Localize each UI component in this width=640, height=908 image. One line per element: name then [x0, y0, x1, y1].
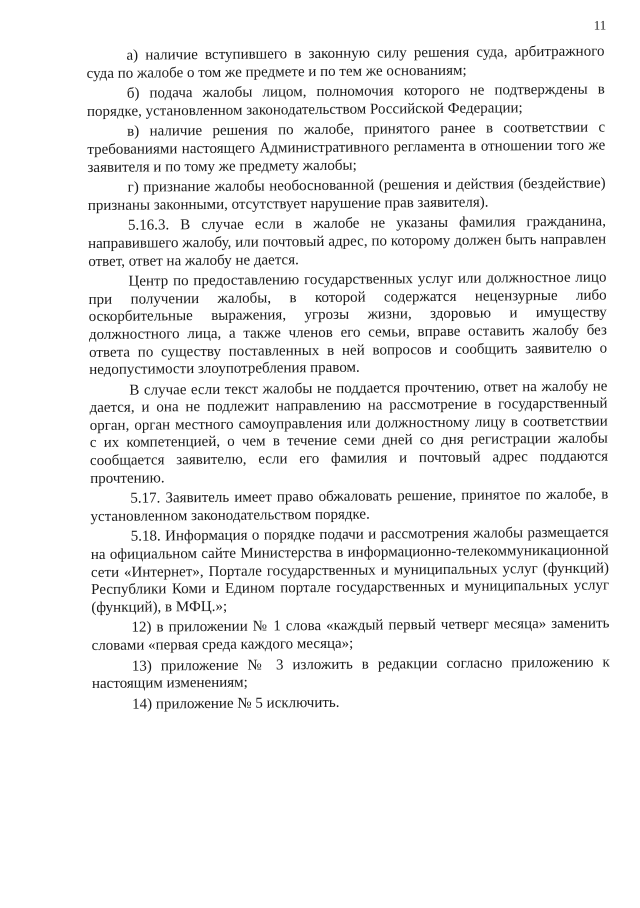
paragraph-unreadable: В случае если текст жалобы не поддается прочтению, ответ на жалобу не дается, и она не подлежит направлению на рассмотрение в государственный орган, орган местного самоуправления или должностному лицу в соответствии с их компетенцией, о чем в течение семи дней со дня регистрации жалобы сообщается заявителю, если его фамилия и почтовый адрес поддаются прочтению.: [89, 378, 609, 487]
paragraph-v: в) наличие решения по жалобе, принятого ранее в соответствии с требованиями настоящего Административного регламента в отношении того же заявителя и по тому же предмету жалобы;: [87, 119, 606, 176]
paragraph-b: б) подача жалобы лицом, полномочия которого не подтверждены в порядке, установленном законодательством Российской Федерации;: [86, 81, 605, 120]
document-body: [86, 44, 610, 718]
paragraph-5-16-3: 5.16.3. В случае если в жалобе не указаны фамилия гражданина, направившего жалобу, или почтовый адрес, по которому должен быть направлен ответ, ответ на жалобу не дается.: [88, 213, 607, 270]
paragraph-13: 13) приложение № 3 изложить в редакции согласно приложению к настоящим изменениям;: [91, 654, 610, 693]
paragraph-5-17: 5.17. Заявитель имеет право обжаловать решение, принятое по жалобе, в установленном законодательством порядке.: [90, 486, 609, 525]
paragraph-a: а) наличие вступившего в законную силу решения суда, арбитражного суда по жалобе о том же предмете и по тем же основаниям;: [86, 43, 605, 82]
page-number: 11: [593, 17, 607, 33]
paragraph-14: 14) приложение № 5 исключить.: [132, 694, 340, 713]
paragraph-5-18: 5.18. Информация о порядке подачи и рассмотрения жалобы размещается на официальном сайте Министерства в информационно-телекоммуникационной сети «Интернет», Портале государственных и муниципальных услуг (функций) Республики Коми и Едином портале государственных и муниципальных услуг (функций), в МФЦ.»;: [90, 524, 610, 616]
paragraph-g: г) признание жалобы необоснованной (решения и действия (бездействие) признаны законными, отсутствует нарушение прав заявителя).: [87, 175, 606, 214]
paragraph-center-obscene: Центр по предоставлению государственных услуг или должностное лицо при получении жалобы, в которой содержатся нецензурные либо оскорбительные выражения, угрозы жизни, здоровью и имуществу должностного лица, а также членов его семьи, вправе оставить жалобу без ответа по существу поставленных в ней вопросов и сообщить заявителю о недопустимости злоупотребления правом.: [88, 269, 608, 379]
paragraph-12: 12) в приложении № 1 слова «каждый первый четверг месяца» заменить словами «первая среда каждого месяца»;: [91, 615, 610, 655]
